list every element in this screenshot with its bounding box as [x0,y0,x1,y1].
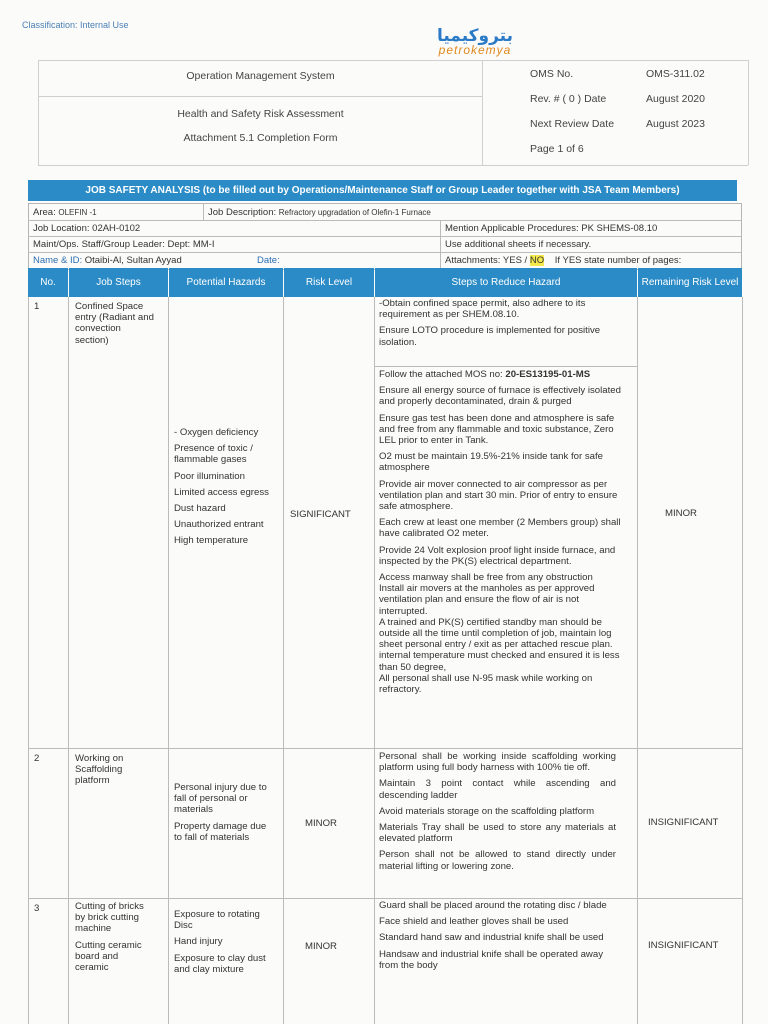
oms-label: OMS No. [530,68,574,80]
measure-item: O2 must be maintain 19.5%-21% inside tank for safe atmosphere [379,451,603,474]
col-job-steps: Job Steps [69,268,168,297]
col-hazards: Potential Hazards [169,268,283,297]
row3-no: 3 [34,903,40,914]
staff-field: Maint/Ops. Staff/Group Leader: Dept: MM-I [33,239,215,250]
row1-remaining: MINOR [665,508,697,519]
measure-item: Maintain 3 point contact while ascending and descending ladder [379,778,616,801]
classification-label: Classification: Internal Use [22,20,129,30]
oms-value: OMS-311.02 [646,68,705,80]
row3-steps [75,901,145,973]
logo-latin: petrokemya [438,43,512,57]
col-no: No. [28,268,68,297]
measure-item: Materials Tray shall be used to store any materials at elevated platform [379,822,616,845]
row2-remaining: INSIGNIFICANT [648,817,719,828]
attachments-label: Attachments: YES / [445,255,528,266]
measure-item: Ensure gas test has been done and atmosphere is safe and free from any flammable and toxic substance, Zero LEL prior to enter in Tank. [379,412,615,447]
row2-risk: MINOR [305,818,337,829]
area-field [33,207,97,218]
page-number: Page 1 of 6 [530,143,584,155]
measure-item: Guard shall be placed around the rotating disc / blade [379,900,607,911]
review-value: August 2023 [646,118,705,130]
logo-arabic: بتروكيميا [436,26,513,46]
jsa-banner: JOB SAFETY ANALYSIS (to be filled out by Operations/Maintenance Staff or Group Leader together with JSA Team Members) [28,180,737,201]
mos-prefix: Follow the attached MOS no: [379,369,506,380]
hazard-item: Presence of toxic / flammable gases [174,443,253,466]
measure-item: Person shall not be allowed to stand directly under material lifting or lowering zone. [379,849,616,872]
measure-item: -Obtain confined space permit, also adhere to its requirement as per SHEM.08.10. [379,298,586,321]
procedures-field: Mention Applicable Procedures: PK SHEMS-08.10 [445,223,658,234]
job-description-value: Refractory upgradation of Olefin-1 Furnace [278,208,431,217]
measure-item: Access manway shall be free from any obstruction [379,572,593,584]
hazard-item: - Oxygen deficiency [174,427,259,438]
measure-item: Install air movers at the manholes as per approved ventilation plan and ensure the flow of air is not interrupted. [379,583,595,617]
measure-item: Face shield and leather gloves shall be used [379,916,569,928]
measure-item: Ensure LOTO procedure is implemented for positive isolation. [379,325,601,348]
attachments-field [445,255,681,266]
attachment-title: Attachment 5.1 Completion Form [183,132,338,144]
row3-remaining: INSIGNIFICANT [648,940,719,951]
row3-measures [379,900,619,976]
job-step-item: Cutting ceramic board and ceramic [75,939,142,974]
measure-item: All personal shall use N-95 mask while working on refractory. [379,672,593,696]
hazard-item: Exposure to clay dust and clay mixture [174,952,266,975]
attachments-no: NO [529,255,545,266]
document-title: Health and Safety Risk Assessment [177,108,344,120]
hazard-item: Personal injury due to fall of personal or materials [174,782,267,816]
job-description-label: Job Description: [208,207,277,218]
measure-item: Standard hand saw and industrial knife shall be used [379,932,604,944]
hazard-item: Limited access egress [174,486,269,498]
area-label: Area: [33,207,56,218]
sheets-note: Use additional sheets if necessary. [445,239,592,250]
measure-item: Provide air mover connected to air compressor as per ventilation plan and start 30 min. Prior of entry to ensure safe atmosphere. [379,478,618,513]
hazard-item: Property damage due to fall of materials [174,820,267,843]
row1-risk: SIGNIFICANT [290,509,351,520]
row1-hazards [174,427,272,552]
measure-item: internal temperature must checked and ensured it is less than 50 degree, [379,650,620,673]
revision-label: Rev. # ( 0 ) Date [530,93,607,105]
col-steps-reduce: Steps to Reduce Hazard [375,268,637,297]
mos-reference [379,369,629,380]
hazard-item: High temperature [174,535,249,547]
system-name: Operation Management System [186,70,335,82]
row3-hazards [174,909,268,975]
name-id-value: Otaibi-Al, Sultan Ayyad [84,255,182,266]
row1-step: Confined Space entry (Radiant and convection section) [75,301,154,346]
name-id-label: Name & ID: [33,255,83,266]
col-remaining-risk: Remaining Risk Level [638,268,742,297]
hazard-item: Unauthorized entrant [174,519,264,531]
measure-item: Avoid materials storage on the scaffolding platform [379,805,595,817]
row3-risk: MINOR [305,941,337,952]
row2-hazards [174,782,268,843]
measure-item: A trained and PK(S) certified standby man should be outside all the time until completion of job, maintain log sheet personal entry / exit as per attached rescue plan. [379,616,613,651]
measure-item: Ensure all energy source of furnace is effectively isolated and properly decontaminated, drain & purged [379,385,621,408]
job-description-field [208,207,431,218]
measure-item: Handsaw and industrial knife shall be operated away from the body [379,948,603,971]
job-location-field [33,223,140,234]
col-risk-level: Risk Level [284,268,374,297]
date-label: Date: [257,255,280,266]
row2-step: Working on Scaffolding platform [75,753,124,787]
job-location-value: 02AH-0102 [92,223,141,234]
row1-no: 1 [34,301,40,312]
measure-item: Each crew at least one member (2 Members group) shall have calibrated O2 meter. [379,517,621,540]
revision-value: August 2020 [646,93,705,105]
measure-item: Personal shall be working inside scaffolding working platform using full body harness with 100% tie off. [379,751,616,774]
hazard-item: Exposure to rotating Disc [174,909,260,932]
hazard-item: Poor illumination [174,470,245,482]
mos-number: 20-ES13195-01-MS [505,369,591,380]
review-label: Next Review Date [530,118,615,130]
area-value: OLEFIN -1 [58,208,97,217]
row1-measures-a [379,298,629,353]
attachments-pages: If YES state number of pages: [554,255,682,266]
name-id-field [33,255,182,266]
job-step-item: Cutting of bricks by brick cutting machine [75,901,144,935]
hazard-item: Hand injury [174,936,223,948]
row1-measures-b [379,369,629,695]
job-location-label: Job Location: [33,223,90,234]
hazard-item: Dust hazard [174,503,226,515]
row2-measures [379,751,616,877]
measure-item: Provide 24 Volt explosion proof light inside furnace, and inspected by the PK(S) electrical department. [379,544,616,567]
row2-no: 2 [34,753,40,764]
